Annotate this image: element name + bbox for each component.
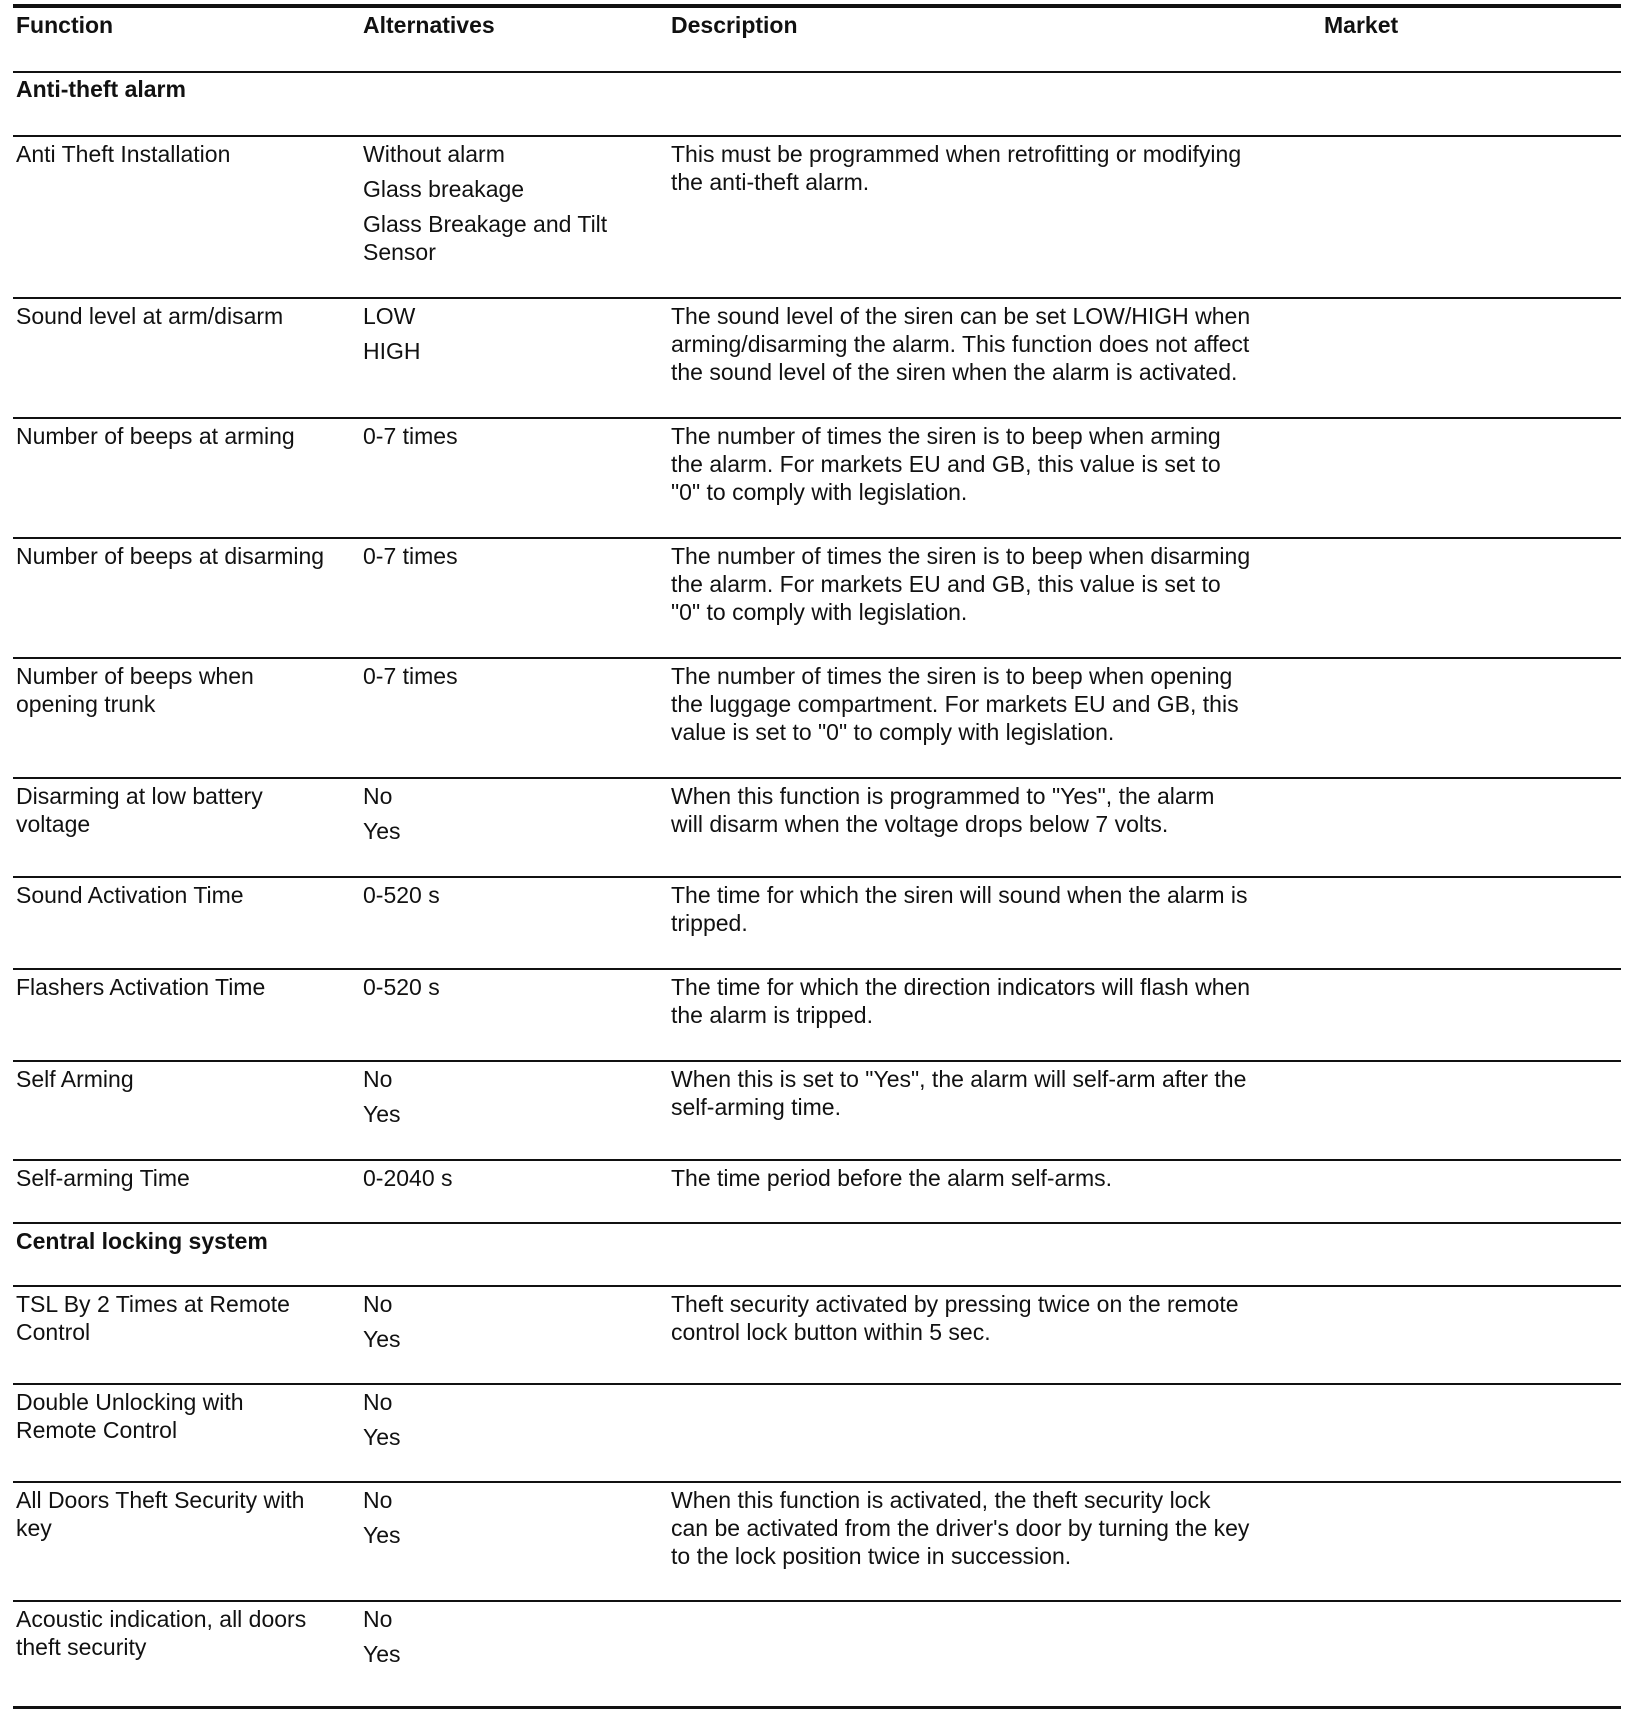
description-line: will disarm when the voltage drops below 7 volts. xyxy=(671,811,1169,837)
row-rule xyxy=(13,1285,1621,1287)
row-alternatives xyxy=(363,302,421,372)
row-function xyxy=(16,542,324,570)
alternative-option: Yes xyxy=(363,1424,401,1450)
row-alternatives xyxy=(363,1065,401,1135)
row-rule xyxy=(13,968,1621,970)
row-alternatives xyxy=(363,662,458,697)
alternative-option: No xyxy=(363,1291,393,1317)
row-description xyxy=(671,881,1248,937)
row-function xyxy=(16,782,263,838)
row-function xyxy=(16,881,244,909)
row-alternatives xyxy=(363,1388,401,1458)
description-line: the sound level of the siren when the alarm is activated. xyxy=(671,359,1238,385)
header-market: Market xyxy=(1324,12,1399,38)
description-line: The time for which the siren will sound when the alarm is xyxy=(671,882,1248,908)
function-line: Self-arming Time xyxy=(16,1165,190,1191)
function-line: Self Arming xyxy=(16,1066,134,1092)
alternative-option: Yes xyxy=(363,1101,401,1127)
alternative-option: Yes xyxy=(363,1326,401,1352)
row-description xyxy=(671,662,1239,746)
row-description xyxy=(671,422,1221,506)
row-rule xyxy=(13,1060,1621,1062)
row-function xyxy=(16,140,230,168)
row-alternatives xyxy=(363,1290,401,1360)
alternative-option: Yes xyxy=(363,1522,401,1548)
header-function: Function xyxy=(16,12,114,38)
function-line: Number of beeps at arming xyxy=(16,423,295,449)
description-line: tripped. xyxy=(671,910,748,936)
row-rule xyxy=(13,876,1621,878)
description-line: This must be programmed when retrofitting or modifying xyxy=(671,141,1242,167)
function-line: Double Unlocking with xyxy=(16,1389,244,1415)
row-description xyxy=(671,973,1250,1029)
alternative-option: No xyxy=(363,1389,393,1415)
row-function xyxy=(16,1605,306,1661)
row-description xyxy=(671,1290,1239,1346)
function-line: Sound Activation Time xyxy=(16,882,244,908)
description-line: control lock button within 5 sec. xyxy=(671,1319,991,1345)
alternative-option: Glass breakage xyxy=(363,176,525,202)
row-rule xyxy=(13,777,1621,779)
description-line: to the lock position twice in succession. xyxy=(671,1543,1072,1569)
row-rule xyxy=(13,297,1621,299)
row-alternatives xyxy=(363,1486,401,1556)
section-rule xyxy=(13,71,1621,73)
alternative-option: Yes xyxy=(363,1641,401,1667)
row-description xyxy=(671,140,1241,196)
row-rule xyxy=(13,657,1621,659)
row-function xyxy=(16,1486,304,1542)
row-rule xyxy=(13,537,1621,539)
description-line: the alarm. For markets EU and GB, this value is set to xyxy=(671,571,1221,597)
row-rule xyxy=(13,135,1621,137)
section-title: Central locking system xyxy=(16,1228,268,1254)
row-rule xyxy=(13,1159,1621,1161)
description-line: The number of times the siren is to beep when opening xyxy=(671,663,1233,689)
alternative-option: 0-7 times xyxy=(363,423,458,449)
row-function xyxy=(16,422,295,450)
description-line: self-arming time. xyxy=(671,1094,841,1120)
function-line: Number of beeps when xyxy=(16,663,254,689)
row-description xyxy=(671,302,1250,386)
table-bottom-rule xyxy=(13,1706,1621,1709)
alternative-option: LOW xyxy=(363,303,416,329)
row-alternatives xyxy=(363,881,440,916)
alternative-option: Without alarm xyxy=(363,141,505,167)
row-function xyxy=(16,1065,134,1093)
row-function xyxy=(16,662,254,718)
alternative-option: 0-520 s xyxy=(363,882,440,908)
alternative-option: Yes xyxy=(363,818,401,844)
row-rule xyxy=(13,417,1621,419)
function-line: theft security xyxy=(16,1634,147,1660)
alternative-option: 0-7 times xyxy=(363,543,458,569)
row-rule xyxy=(13,1383,1621,1385)
description-line: the luggage compartment. For markets EU and GB, this xyxy=(671,691,1239,717)
function-line: Acoustic indication, all doors xyxy=(16,1606,307,1632)
alternative-option: 0-7 times xyxy=(363,663,458,689)
function-line: Sound level at arm/disarm xyxy=(16,303,284,329)
row-description xyxy=(671,542,1250,626)
row-alternatives xyxy=(363,1164,453,1199)
section-rule xyxy=(13,1222,1621,1224)
row-alternatives xyxy=(363,973,440,1008)
function-line: Flashers Activation Time xyxy=(16,974,266,1000)
row-function xyxy=(16,973,265,1001)
row-description xyxy=(671,782,1214,838)
description-line: value is set to "0" to comply with legislation. xyxy=(671,719,1115,745)
row-alternatives xyxy=(363,542,458,577)
alternative-option: No xyxy=(363,783,393,809)
row-function xyxy=(16,302,283,330)
alternative-option: No xyxy=(363,1066,393,1092)
row-alternatives xyxy=(363,422,458,457)
header-alternatives: Alternatives xyxy=(363,12,495,38)
row-function xyxy=(16,1388,244,1444)
function-line: TSL By 2 Times at Remote xyxy=(16,1291,290,1317)
alternative-option: Sensor xyxy=(363,239,436,265)
table-top-rule xyxy=(13,4,1621,8)
row-alternatives xyxy=(363,140,607,266)
row-function xyxy=(16,1290,290,1346)
alternative-option: Glass Breakage and Tilt xyxy=(363,211,608,237)
description-line: The number of times the siren is to beep when disarming xyxy=(671,543,1251,569)
description-line: The time for which the direction indicators will flash when xyxy=(671,974,1251,1000)
description-line: the anti-theft alarm. xyxy=(671,169,870,195)
description-line: When this function is programmed to "Yes", the alarm xyxy=(671,783,1215,809)
row-description xyxy=(671,1486,1249,1570)
header-description: Description xyxy=(671,12,798,38)
function-line: Remote Control xyxy=(16,1417,178,1443)
description-line: can be activated from the driver's door by turning the key xyxy=(671,1515,1250,1541)
function-line: Anti Theft Installation xyxy=(16,141,231,167)
row-description xyxy=(671,1065,1246,1121)
alternative-option: 0-2040 s xyxy=(363,1165,453,1191)
function-line: opening trunk xyxy=(16,691,156,717)
description-line: "0" to comply with legislation. xyxy=(671,599,968,625)
description-line: the alarm. For markets EU and GB, this value is set to xyxy=(671,451,1221,477)
description-line: "0" to comply with legislation. xyxy=(671,479,968,505)
description-line: When this is set to "Yes", the alarm will self-arm after the xyxy=(671,1066,1247,1092)
section-title: Anti-theft alarm xyxy=(16,76,186,102)
row-rule xyxy=(13,1481,1621,1483)
description-line: The time period before the alarm self-arms. xyxy=(671,1165,1113,1191)
row-alternatives xyxy=(363,1605,401,1675)
alternative-option: No xyxy=(363,1606,393,1632)
row-description xyxy=(671,1164,1112,1192)
description-line: When this function is activated, the theft security lock xyxy=(671,1487,1211,1513)
function-line: Number of beeps at disarming xyxy=(16,543,325,569)
description-line: the alarm is tripped. xyxy=(671,1002,873,1028)
description-line: The number of times the siren is to beep when arming xyxy=(671,423,1221,449)
row-alternatives xyxy=(363,782,401,852)
description-line: Theft security activated by pressing twice on the remote xyxy=(671,1291,1239,1317)
function-line: Control xyxy=(16,1319,91,1345)
alternative-option: 0-520 s xyxy=(363,974,440,1000)
description-line: arming/disarming the alarm. This function does not affect xyxy=(671,331,1250,357)
function-line: All Doors Theft Security with xyxy=(16,1487,305,1513)
row-rule xyxy=(13,1600,1621,1602)
alternative-option: HIGH xyxy=(363,338,421,364)
alternative-option: No xyxy=(363,1487,393,1513)
function-line: key xyxy=(16,1515,52,1541)
function-line: voltage xyxy=(16,811,91,837)
description-line: The sound level of the siren can be set LOW/HIGH when xyxy=(671,303,1251,329)
function-line: Disarming at low battery xyxy=(16,783,263,809)
row-function xyxy=(16,1164,190,1192)
